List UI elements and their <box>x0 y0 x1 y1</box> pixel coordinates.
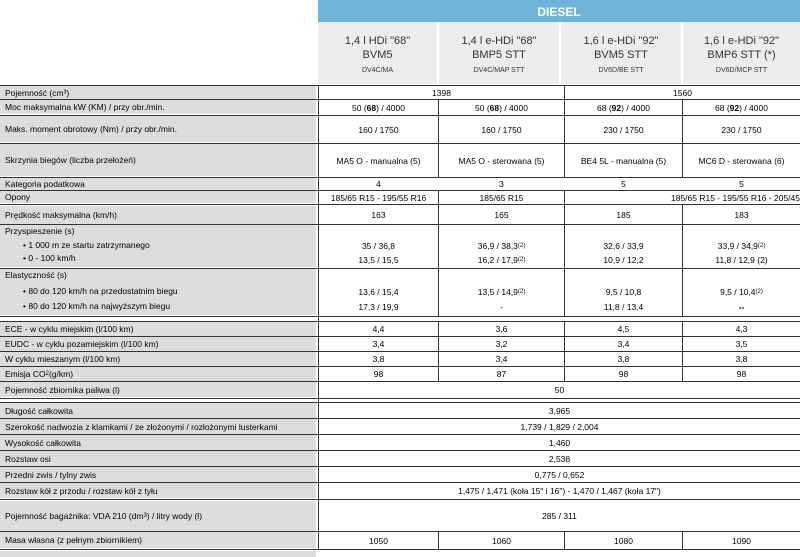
val-elast2-3: 11,8 / 13,4 <box>603 302 644 312</box>
val-masa-4: 1090 <box>732 535 751 546</box>
val-opony-3: 185/65 R15 - 195/55 R16 - 205/45 <box>670 192 800 203</box>
moc3-b: 92 <box>611 102 622 113</box>
label-emisja <box>0 367 316 381</box>
val-1000m-3: 32,6 / 33,9 <box>603 240 644 251</box>
label-masa: Masa własna (z pełnym zbiornikiem) <box>0 532 316 548</box>
val-skrzynia-4: MC6 D - sterowana (6) <box>698 155 785 166</box>
label-kategoria: Kategoria podatkowa <box>0 178 316 190</box>
val-elast1-3: 9,5 / 10,8 <box>605 286 642 297</box>
footnote-2: (2) <box>517 288 526 295</box>
label-next <box>0 551 316 557</box>
footnote-2: (2) <box>757 242 766 249</box>
val-elast1-2 <box>439 284 564 299</box>
label-zbiornik: Pojemność zbiornika paliwa (l) <box>0 382 316 397</box>
label-opony: Opony <box>0 191 316 203</box>
col3-code: DV6D/BE STT <box>598 67 644 74</box>
label-ece: ECE - w cyklu miejskim (l/100 km) <box>0 322 316 336</box>
moc4-b: 92 <box>729 102 740 113</box>
moc1-c: ) / 4000 <box>376 102 405 113</box>
val-moment-4: 230 / 1750 <box>721 124 762 135</box>
val-emisja-3: 98 <box>618 369 629 379</box>
val-0-100-4: 11,8 / 12,9 (2) <box>715 254 768 265</box>
val-moc-2 <box>439 100 564 115</box>
moc4-c: ) / 4000 <box>739 102 768 113</box>
val-masa-2: 1060 <box>492 535 511 546</box>
moc4-a: 68 ( <box>715 102 730 113</box>
val-moc-3 <box>565 100 682 115</box>
moc2-a: 50 ( <box>475 102 490 113</box>
val-predkosc-4: 183 <box>734 209 749 220</box>
col1-code: DV4C/MA <box>361 67 394 74</box>
val-elast2-4: -- <box>738 302 745 312</box>
label-elastycznosc <box>0 269 316 315</box>
val-bagaznik: 285 / 311 <box>542 510 577 521</box>
val-moment-3: 230 / 1750 <box>603 124 644 135</box>
val-pojemnosc-1560: 1560 <box>673 87 692 98</box>
elast-przedostatni: • 80 do 120 km/h na przedostatnim biegu <box>23 286 178 296</box>
val-0-100-3: 10,9 / 12,2 <box>603 254 644 265</box>
val-mieszany-3: 3,8 <box>617 354 630 364</box>
val-rozstaw-kol: 1,475 / 1,471 (koła 15" i 16") - 1,470 / 1,467 (koła 17") <box>458 486 661 496</box>
val-elast1-1: 13,6 / 15,4 <box>358 286 399 297</box>
bagaznik-sup: 3 <box>143 513 147 519</box>
label-predkosc: Prędkość maksymalna (km/h) <box>0 206 316 224</box>
column-header-1 <box>318 22 437 84</box>
label-rozstaw-osi: Rozstaw osi <box>0 451 316 466</box>
col2-title: 1,4 l e-HDi "68" <box>461 35 537 47</box>
label-wysokosc: Wysokość całkowita <box>0 435 316 450</box>
val-opony-2: 185/65 R15 <box>479 192 524 203</box>
val-0-100-2-text: 16,2 / 17,9 <box>477 254 518 265</box>
footnote-2: (2) <box>517 242 526 249</box>
label-przyspieszenie <box>0 225 316 267</box>
val-moc-4 <box>683 100 800 115</box>
elast-najwyzszy: • 80 do 120 km/h na najwyższym biegu <box>23 301 171 311</box>
val-eudc-3: 3,4 <box>617 339 630 349</box>
val-kategoria-1: 4 <box>376 179 381 189</box>
col4-code: DV6D/MCP STT <box>715 67 768 74</box>
val-skrzynia-3: BE4 5L - manualna (5) <box>580 155 667 166</box>
val-kategoria-3: 5 <box>621 179 626 189</box>
val-1000m-1: 35 / 36,8 <box>361 240 396 251</box>
val-predkosc-3: 185 <box>616 209 631 220</box>
przysp-1000m: • 1 000 m ze startu zatrzymanego <box>23 240 150 250</box>
rule <box>0 549 800 550</box>
val-predkosc-1: 163 <box>371 209 386 220</box>
val-predkosc-2: 165 <box>494 209 509 220</box>
col1-gearbox: BVM5 <box>362 49 393 61</box>
moc3-c: ) / 4000 <box>621 102 650 113</box>
val-eudc-4: 3,5 <box>735 339 748 349</box>
val-rozstaw-osi: 2,538 <box>548 453 571 464</box>
val-elast2-1: 17,3 / 19,9 <box>358 302 399 312</box>
label-zwis: Przedni zwis / tylny zwis <box>0 467 316 482</box>
val-eudc-2: 3,2 <box>495 339 508 349</box>
emisja-text: Emisja CO <box>5 369 46 379</box>
val-zwis: 0,775 / 0,652 <box>534 469 585 480</box>
val-mieszany-1: 3,8 <box>372 354 385 364</box>
label-eudc: EUDC - w cyklu pozamiejskim (l/100 km) <box>0 337 316 351</box>
bagaznik-text: Pojemność bagażnika: VDA 210 (dm <box>5 511 144 521</box>
val-mieszany-2: 3,4 <box>495 354 508 364</box>
label-szerokosc: Szerokość nadwozia z klamkami / ze złożonymi / rozłożonymi lusterkami <box>0 419 316 434</box>
val-emisja-1: 98 <box>373 369 384 379</box>
val-skrzynia-1: MA5 O - manualna (5) <box>336 155 421 166</box>
val-opony-1: 185/65 R15 - 195/55 R16 <box>330 192 427 203</box>
emisja-sub: 2 <box>45 371 49 377</box>
rule <box>0 316 800 317</box>
val-skrzynia-2: MA5 O - sterowana (5) <box>458 155 545 166</box>
val-elast2-2: - <box>500 302 503 312</box>
emisja-unit: (g/km) <box>48 369 74 379</box>
val-szerokosc: 1,739 / 1,829 / 2,004 <box>520 421 599 432</box>
label-mieszany: W cyklu mieszanym (l/100 km) <box>0 352 316 366</box>
val-emisja-2: 87 <box>496 369 507 379</box>
val-1000m-2-text: 36,9 / 38,3 <box>477 240 518 251</box>
label-pojemnosc: Pojemność (cm³) <box>0 86 316 99</box>
column-header-3 <box>561 22 681 84</box>
label-moc: Moc maksymalna kW (KM) / przy obr./min. <box>0 100 316 114</box>
label-rozstaw-kol: Rozstaw kół z przodu / rozstaw kół z tyłu <box>0 483 316 498</box>
moc1-a: 50 ( <box>352 102 367 113</box>
column-header-2 <box>439 22 559 84</box>
rule <box>0 268 800 269</box>
val-1000m-2 <box>439 239 564 252</box>
col4-title: 1,6 l e-HDi "92" <box>703 35 780 47</box>
val-ece-4: 4,3 <box>735 324 748 334</box>
elast-title: Elastyczność (s) <box>5 270 67 280</box>
moc3-a: 68 ( <box>597 102 612 113</box>
przysp-0-100: • 0 - 100 km/h <box>23 253 76 263</box>
bagaznik-unit: ) / litry wody (l) <box>146 511 203 521</box>
moc2-b: 68 <box>489 102 500 113</box>
label-skrzynia: Skrzynia biegów (liczba przełożeń) <box>0 144 316 176</box>
val-mieszany-4: 3,8 <box>735 354 748 364</box>
rule <box>0 224 800 225</box>
val-moment-1: 160 / 1750 <box>358 124 399 135</box>
val-moc-1 <box>319 100 438 115</box>
val-1000m-4 <box>683 239 800 252</box>
footnote-2: (2) <box>755 288 763 295</box>
val-kategoria-2: 3 <box>499 179 504 189</box>
footnote-2: (2) <box>517 256 526 263</box>
val-elast1-4-text: 9,5 / 10,4 <box>720 286 756 297</box>
moc2-c: ) / 4000 <box>499 102 528 113</box>
moc1-b: 68 <box>366 102 377 113</box>
val-emisja-4: 98 <box>736 369 747 379</box>
val-moment-2: 160 / 1750 <box>481 124 522 135</box>
val-zbiornik: 50 <box>554 384 565 395</box>
label-bagaznik <box>0 501 316 531</box>
val-dlugosc: 3,965 <box>548 405 571 416</box>
col3-gearbox: BVM5 STT <box>594 49 648 61</box>
val-elast1-4 <box>683 284 800 299</box>
val-ece-2: 3,6 <box>495 324 508 334</box>
val-masa-3: 1080 <box>614 535 633 546</box>
val-0-100-1: 13,5 / 15,5 <box>358 254 399 265</box>
val-wysokosc: 1,460 <box>548 437 571 448</box>
val-0-100-2 <box>439 253 564 266</box>
col4-gearbox: BMP6 STT (*) <box>707 49 776 61</box>
rule <box>0 398 800 399</box>
col2-gearbox: BMP5 STT <box>472 49 526 61</box>
label-moment: Maks. moment obrotowy (Nm) / przy obr./min. <box>0 116 316 142</box>
val-kategoria-4: 5 <box>739 179 744 189</box>
label-dlugosc: Długość całkowita <box>0 403 316 418</box>
val-eudc-1: 3,4 <box>372 339 385 349</box>
col2-code: DV4C/MAP STT <box>473 67 525 74</box>
diesel-header: DIESEL <box>318 0 800 22</box>
val-masa-1: 1050 <box>369 535 388 546</box>
col3-title: 1,6 l e-HDi "92" <box>583 35 659 47</box>
val-elast1-2-text: 13,5 / 14,9 <box>477 286 518 297</box>
val-ece-1: 4,4 <box>372 324 385 334</box>
val-pojemnosc-1398: 1398 <box>432 87 451 98</box>
column-header-4 <box>683 22 800 84</box>
val-1000m-4-text: 33,9 / 34,9 <box>717 240 758 251</box>
col1-title: 1,4 l HDi "68" <box>344 35 411 47</box>
przysp-title: Przyspieszenie (s) <box>5 226 75 236</box>
val-ece-3: 4,5 <box>617 324 630 334</box>
